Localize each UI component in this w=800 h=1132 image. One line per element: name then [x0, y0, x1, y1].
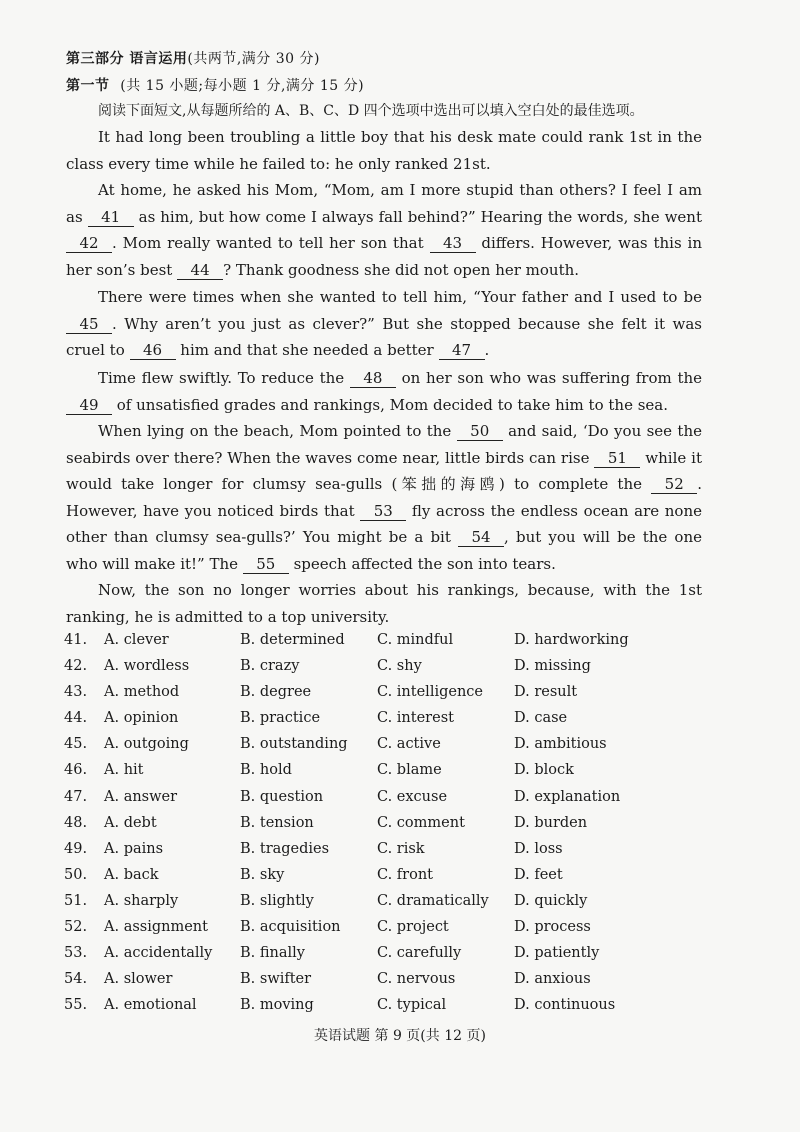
question-number: 44. — [64, 710, 88, 727]
blank-48: 48 — [350, 370, 396, 388]
option-d: D. hardworking — [514, 632, 629, 648]
question-number: 41. — [64, 632, 88, 648]
blank-43: 43 — [430, 235, 476, 253]
option-b: B. determined — [240, 632, 345, 648]
option-d: D. missing — [514, 658, 591, 675]
text: of unsatisfied grades and rankings, Mom decided to take him to the sea. — [116, 395, 668, 414]
text: differs. However, was this in her son’s best — [66, 234, 702, 279]
option-row-50 — [64, 863, 704, 889]
option-c: C. active — [377, 736, 441, 753]
text: ? Thank goodness she did not open her mouth. — [223, 260, 580, 279]
option-d: D. continuous — [514, 997, 616, 1014]
blank-42: 42 — [66, 235, 112, 253]
text: Time flew swiftly. To reduce the — [98, 369, 345, 387]
option-c: C. risk — [377, 840, 425, 857]
question-number: 46. — [64, 762, 88, 779]
option-c: C. carefully — [377, 945, 462, 962]
option-d: D. ambitious — [514, 736, 607, 753]
option-row-49 — [64, 837, 704, 863]
option-row-54 — [64, 967, 704, 993]
blank-52: 52 — [651, 476, 697, 494]
option-a: A. back — [104, 866, 159, 883]
instructions: 阅读下面短文,从每题所给的 A、B、C、D 四个选项中选出可以填入空白处的最佳选项。 — [98, 103, 644, 119]
text: him and that she needed a better — [180, 341, 434, 360]
blank-53: 53 — [360, 503, 406, 521]
option-b: B. sky — [240, 866, 285, 883]
paragraph-5 — [66, 418, 702, 578]
text: on her son who was suffering from the — [401, 369, 703, 387]
option-a: A. opinion — [104, 710, 179, 727]
option-c: C. dramatically — [377, 892, 489, 909]
option-d: D. process — [514, 919, 591, 936]
text: When lying on the beach, Mom pointed to the — [98, 422, 452, 440]
question-number: 54. — [64, 971, 88, 988]
option-a: A. emotional — [104, 997, 197, 1014]
option-d: D. burden — [514, 814, 588, 831]
option-c: C. front — [377, 866, 433, 883]
option-row-53 — [64, 941, 704, 967]
option-row-44 — [64, 706, 704, 732]
question-number: 43. — [64, 684, 88, 701]
option-a: A. pains — [104, 840, 164, 857]
question-number: 51. — [64, 892, 88, 909]
option-b: B. moving — [240, 997, 314, 1014]
text: There were times when she wanted to tell him, “Your father and I used to be — [98, 288, 702, 306]
option-c: C. project — [377, 919, 449, 936]
option-d: D. patiently — [514, 945, 600, 962]
blank-44: 44 — [177, 262, 223, 280]
option-b: B. swifter — [240, 971, 312, 988]
option-a: A. assignment — [104, 919, 208, 936]
option-c: C. interest — [377, 710, 454, 727]
option-a: A. outgoing — [104, 736, 189, 753]
option-row-48 — [64, 811, 704, 837]
option-d: D. case — [514, 710, 568, 727]
part-heading — [66, 48, 320, 68]
option-b: B. crazy — [240, 658, 300, 675]
option-c: C. comment — [377, 814, 465, 831]
option-row-46 — [64, 758, 704, 784]
text: . However, have you noticed birds that — [66, 475, 702, 520]
option-row-43 — [64, 680, 704, 706]
section-heading — [66, 75, 364, 95]
blank-54: 54 — [458, 529, 504, 547]
section-note: (共 15 小题;每小题 1 分,满分 15 分) — [120, 78, 365, 94]
option-a: A. debt — [104, 814, 157, 831]
blank-45: 45 — [66, 316, 112, 334]
text: . Mom really wanted to tell her son that — [112, 234, 424, 253]
question-number: 55. — [64, 997, 88, 1014]
text: as him, but how come I always fall behind?” Hearing the words, she went — [138, 207, 702, 226]
option-c: C. excuse — [377, 788, 448, 805]
option-row-45 — [64, 732, 704, 758]
blank-46: 46 — [130, 342, 176, 360]
question-number: 53. — [64, 945, 88, 962]
option-d: D. block — [514, 762, 574, 779]
text: , but you will be the one who will make it!” The — [66, 528, 702, 573]
section-title: 第一节 — [66, 78, 110, 94]
option-c: C. blame — [377, 762, 442, 779]
option-row-51 — [64, 889, 704, 915]
option-b: B. slightly — [240, 892, 314, 909]
option-a: A. accidentally — [104, 945, 213, 962]
question-number: 52. — [64, 919, 88, 936]
option-d: D. loss — [514, 840, 563, 857]
options-list — [64, 628, 704, 1019]
option-a: A. slower — [104, 971, 173, 988]
blank-49: 49 — [66, 397, 112, 415]
option-b: B. practice — [240, 710, 321, 727]
option-b: B. finally — [240, 945, 305, 962]
option-d: D. explanation — [514, 788, 621, 805]
option-c: C. intelligence — [377, 684, 483, 701]
paragraph-3 — [66, 284, 702, 364]
option-row-47 — [64, 785, 704, 811]
paragraph-2 — [66, 177, 702, 283]
option-d: D. result — [514, 684, 578, 701]
option-b: B. tension — [240, 814, 314, 831]
option-row-55 — [64, 993, 704, 1019]
question-number: 42. — [64, 658, 88, 675]
option-a: A. clever — [104, 632, 169, 648]
question-number: 45. — [64, 736, 88, 753]
part-title: 第三部分 语言运用 — [66, 51, 188, 67]
option-c: C. nervous — [377, 971, 456, 988]
option-b: B. question — [240, 788, 324, 805]
option-c: C. shy — [377, 658, 422, 675]
option-a: A. hit — [104, 762, 144, 779]
option-a: A. answer — [104, 788, 178, 805]
question-number: 50. — [64, 866, 88, 883]
paragraph-4 — [66, 365, 702, 418]
option-c: C. mindful — [377, 632, 454, 648]
text: . Why aren’t you just as clever?” But she stopped because she felt it was cruel to — [66, 314, 702, 360]
page-footer: 英语试题 第 9 页(共 12 页) — [314, 1028, 486, 1044]
option-a: A. wordless — [104, 658, 190, 675]
part-note: (共两节,满分 30 分) — [187, 51, 320, 67]
paragraph-1: It had long been troubling a little boy that his desk mate could rank 1st in the class every time while he failed to: he only ranked 21st. — [66, 128, 702, 173]
option-c: C. typical — [377, 997, 447, 1014]
option-b: B. outstanding — [240, 736, 348, 753]
blank-51: 51 — [594, 450, 640, 468]
text: speech affected the son into tears. — [293, 554, 556, 573]
option-row-52 — [64, 915, 704, 941]
paragraph-6: Now, the son no longer worries about his rankings, because, with the 1st ranking, he is admitted to a top university. — [66, 581, 702, 626]
option-b: B. degree — [240, 684, 312, 701]
blank-47: 47 — [439, 342, 485, 360]
option-d: D. anxious — [514, 971, 591, 988]
option-row-42 — [64, 654, 704, 680]
text: while it would take longer for clumsy sea-gulls (笨拙的海鸥) to complete the — [66, 448, 702, 494]
blank-55: 55 — [243, 556, 289, 574]
text: fly across the endless ocean are none other than clumsy sea-gulls?’ You might be a bit — [66, 501, 702, 547]
option-d: D. feet — [514, 866, 563, 883]
blank-50: 50 — [457, 423, 503, 441]
text: and said, ‘Do you see the seabirds over there? When the waves come near, little birds can rise — [66, 422, 702, 467]
text: . — [484, 341, 490, 360]
question-number: 47. — [64, 788, 88, 805]
option-d: D. quickly — [514, 892, 588, 909]
option-a: A. sharply — [104, 892, 179, 909]
question-number: 49. — [64, 840, 88, 857]
option-b: B. acquisition — [240, 919, 341, 936]
option-b: B. hold — [240, 762, 292, 779]
option-b: B. tragedies — [240, 840, 330, 857]
blank-41: 41 — [88, 209, 134, 227]
option-row-41 — [64, 628, 704, 654]
option-a: A. method — [104, 684, 180, 701]
question-number: 48. — [64, 814, 88, 831]
text: At home, he asked his Mom, “Mom, am I more stupid than others? I feel I am as — [66, 181, 702, 226]
